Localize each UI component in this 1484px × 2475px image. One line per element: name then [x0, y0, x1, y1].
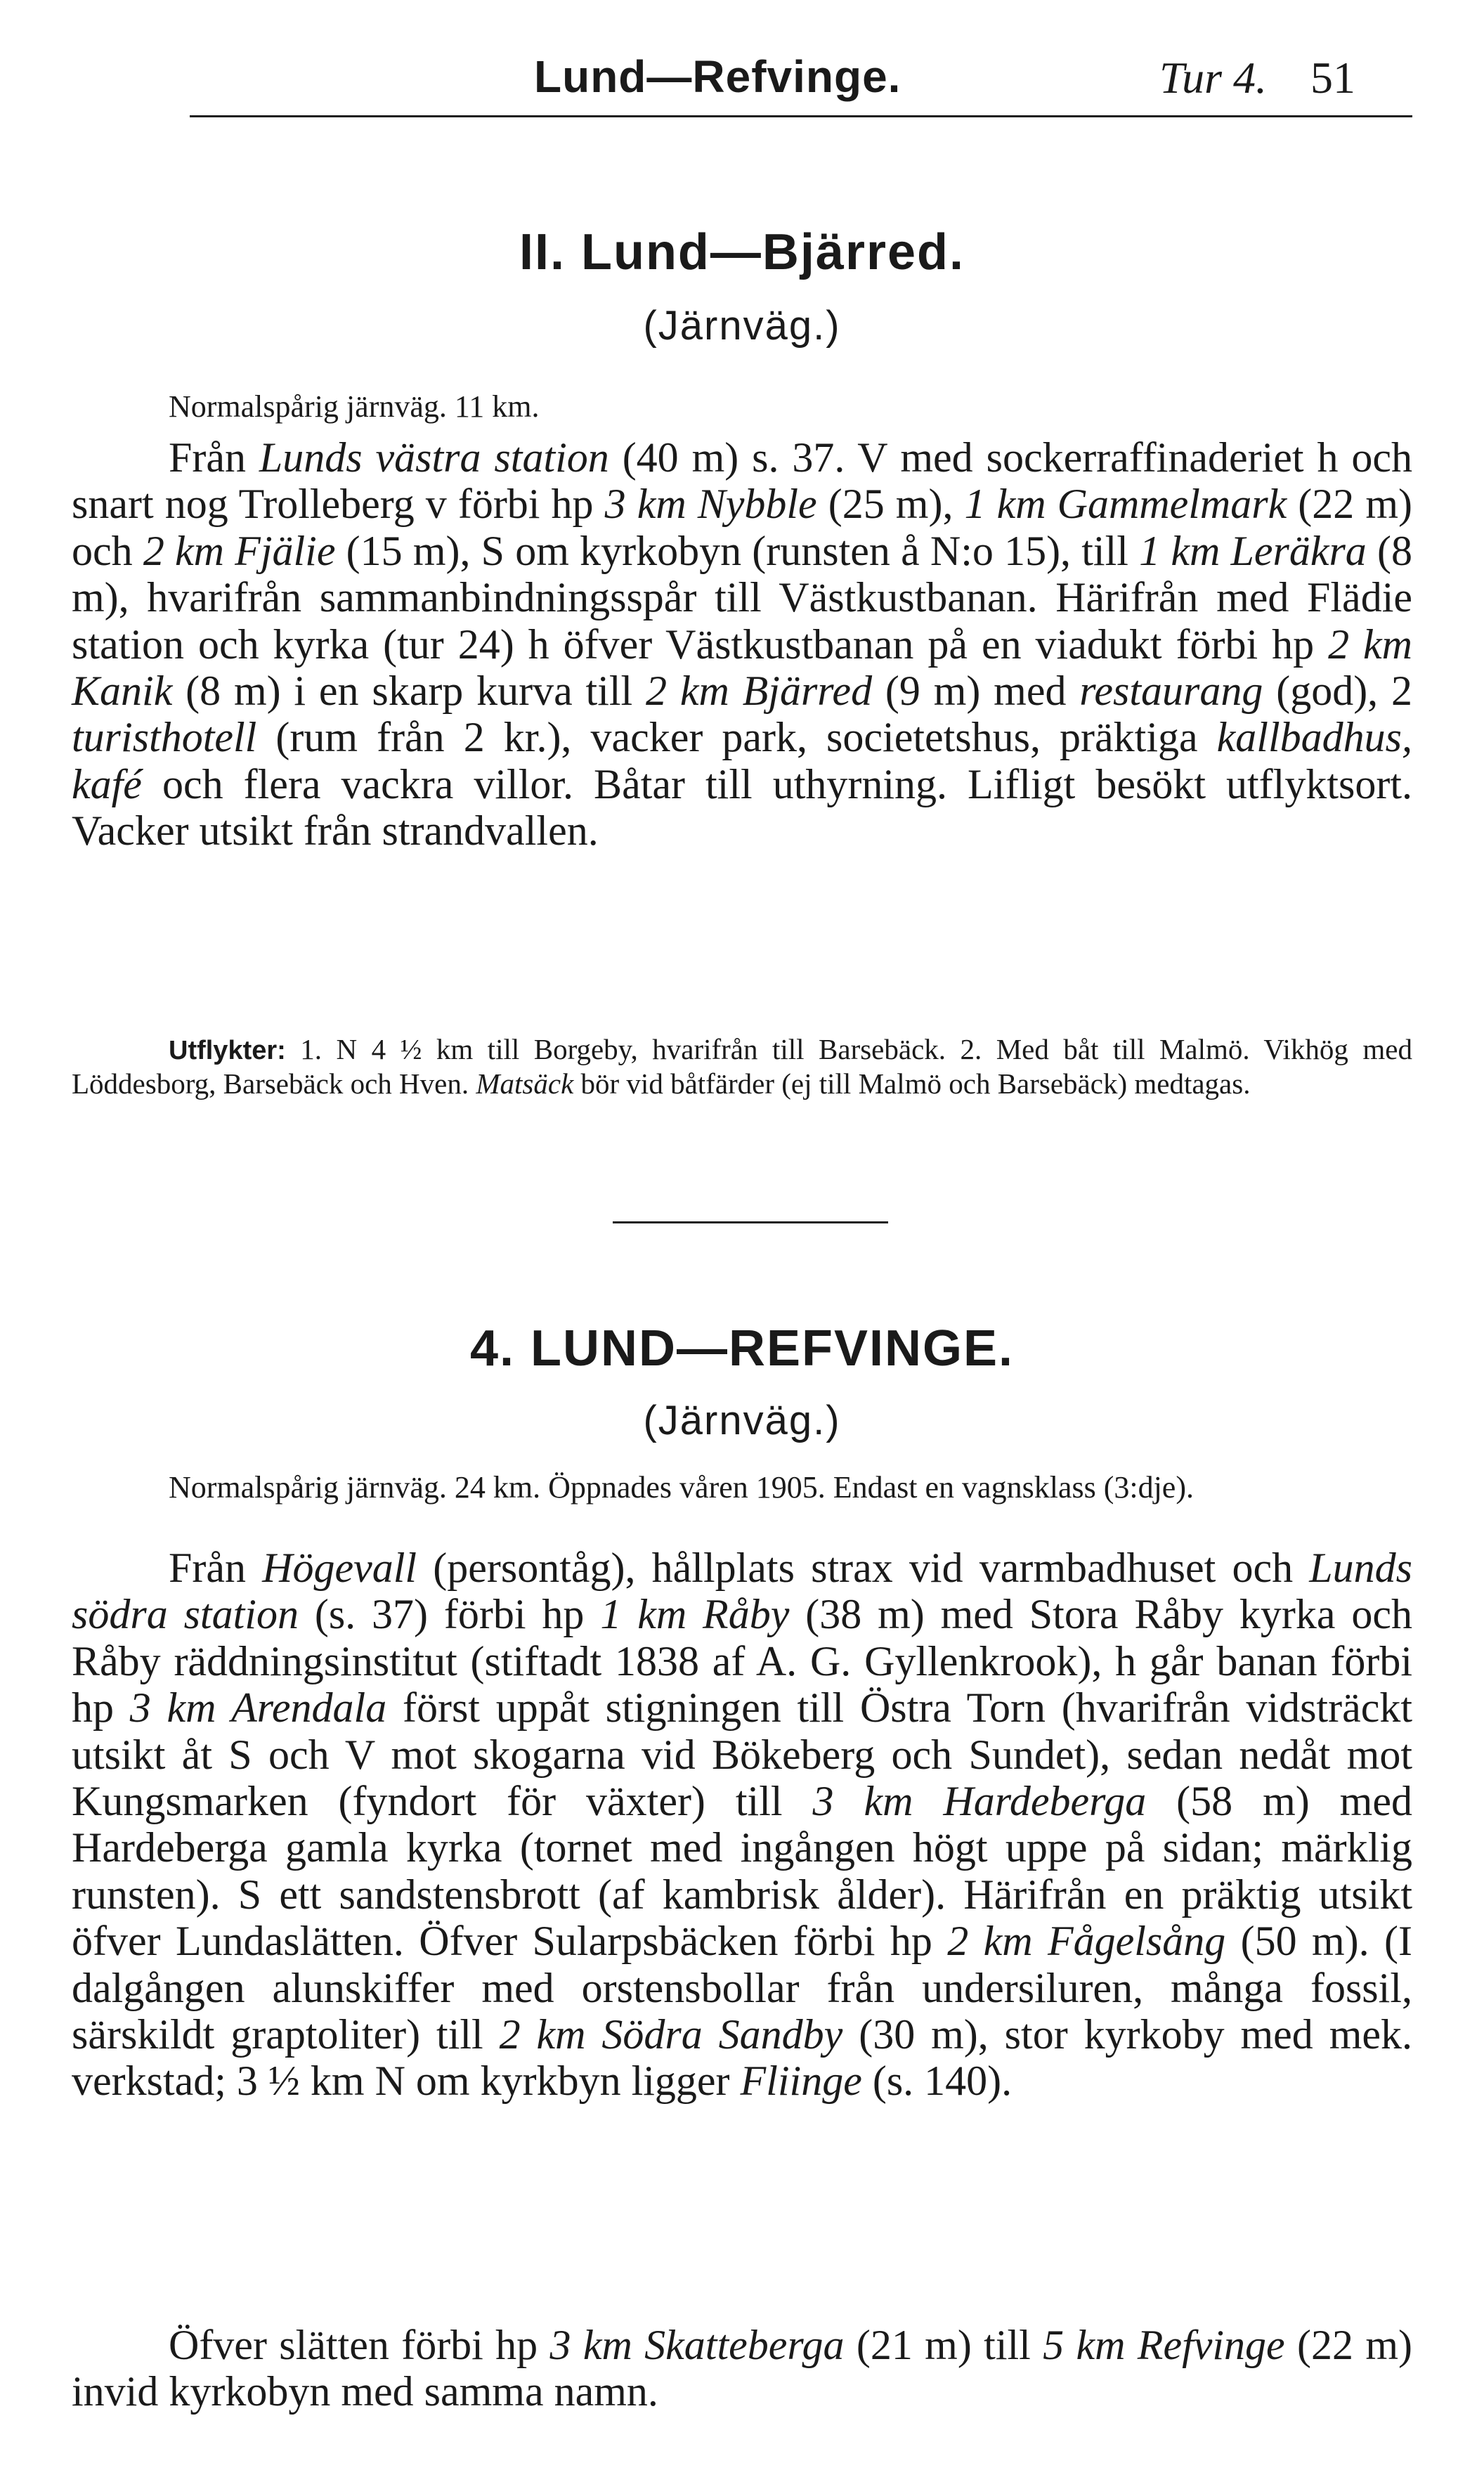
section-heading-lund-refvinge: 4. LUND—REFVINGE. [469, 1320, 1015, 1377]
section-subheading: (Järnväg.) [643, 303, 841, 349]
tour-number: Tur 4. [1159, 53, 1267, 103]
railway-spec: Normalspårig järnväg. 11 km. [169, 389, 540, 424]
section-heading-lund-bjarred: II. Lund—Bjärred. [519, 224, 965, 280]
excursions-text: 1. N 4 ½ km till Borgeby, hvarifrån till Barsebäck. 2. Med båt till Malmö. Vikhög med Löddesborg, Barsebäck och Hven. Matsäck bör vid båtfärder (ej till Malmö och Barsebäck) medtagas. [72, 1033, 1412, 1100]
running-header [169, 51, 1412, 114]
italic-place-name: restaurang [1079, 668, 1263, 715]
section-subheading: (Järnväg.) [643, 1398, 841, 1443]
italic-place-name: 1 km Gammelmark [964, 481, 1287, 528]
route-description-final: Öfver slätten förbi hp 3 km Skatteberga (21 m) till 5 km Refvinge (22 m) invid kyrkobyn med samma namn. [72, 2322, 1412, 2415]
railway-spec: Normalspårig järnväg. 24 km. Öppnades våren 1905. Endast en vagnsklass (3:dje). [169, 1470, 1194, 1505]
italic-place-name: 2 km Fjälie [143, 527, 336, 574]
italic-place-name: Högevall [262, 1545, 417, 1591]
excursions-note [72, 1033, 1412, 1100]
italic-place-name: 3 km Arendala [129, 1684, 387, 1732]
italic-place-name: 3 km Hardeberga [812, 1778, 1147, 1825]
italic-place-name: Matsäck [476, 1067, 574, 1100]
italic-place-name: 2 km Bjärred [646, 668, 873, 715]
italic-place-name: 1 km Råby [600, 1591, 790, 1638]
italic-place-name: Fliinge [740, 2058, 862, 2105]
excursions-label: Utflykter: [169, 1036, 286, 1065]
section-divider [613, 1221, 888, 1223]
italic-place-name: kallbadhus, kafé [72, 714, 1412, 807]
italic-place-name: 3 km Skatteberga [549, 2322, 845, 2368]
route-description: Från Högevall (persontåg), hållplats strax vid varmbadhuset och Lunds södra station (s. 37) förbi hp 1 km Råby (38 m) med Stora Råby kyrka och Råby räddningsinstitut (stiftadt 1838 af A. G. Gyllenkrook), h går banan förbi hp 3 km Arendala först uppåt stigningen till Östra Torn (hvarifrån vidsträckt utsikt åt S och V mot skogarna vid Bökeberg och Sundet), sedan nedåt mot Kungsmarken (fyndort för växter) till 3 km Hardeberga (58 m) med Hardeberga gamla kyrka (tornet med ingången högt uppe på sidan; märklig runsten). S ett sandstensbrott (af kambrisk ålder). Härifrån en präktig utsikt öfver Lundaslätten. Öfver Sularpsbäcken förbi hp 2 km Fågelsång (50 m). (I dalgången alunskiffer med orstensbollar från undersiluren, många fossil, särskildt graptoliter) till 2 km Södra Sandby (30 m), stor kyrkoby med mek. verkstad; 3 ½ km N om kyrkbyn ligger Fliinge (s. 140). [72, 1545, 1413, 2105]
page-number: 51 [1310, 53, 1355, 103]
italic-place-name: turisthotell [72, 714, 257, 761]
italic-place-name: 1 km Leräkra [1139, 527, 1367, 574]
italic-place-name: Lunds västra station [259, 434, 609, 481]
italic-place-name: 3 km Nybble [604, 481, 817, 528]
header-rule [190, 115, 1412, 117]
italic-place-name: 5 km Refvinge [1043, 2322, 1285, 2368]
italic-place-name: 2 km Kanik [72, 621, 1412, 715]
italic-place-name: 2 km Södra Sandby [499, 2011, 843, 2058]
italic-place-name: 2 km Fågelsång [947, 1918, 1226, 1965]
italic-place-name: Lunds södra station [72, 1545, 1412, 1638]
running-title: Lund—Refvinge. [534, 51, 902, 102]
route-description: Från Lunds västra station (40 m) s. 37. V med sockerraffinaderiet h och snart nog Trolleberg v förbi hp 3 km Nybble (25 m), 1 km Gammelmark (22 m) och 2 km Fjälie (15 m), S om kyrkobyn (runsten å N:o 15), till 1 km Leräkra (8 m), hvarifrån sammanbindningsspår till Västkustbanan. Härifrån med Flädie station och kyrka (tur 24) h öfver Västkustbanan på en viadukt förbi hp 2 km Kanik (8 m) i en skarp kurva till 2 km Bjärred (9 m) med restaurang (god), 2 turisthotell (rum från 2 kr.), vacker park, societetshus, präktiga kallbadhus, kafé och flera vackra villor. Båtar till uthyrning. Lifligt besökt utflyktsort. Vacker utsikt från strandvallen. [72, 434, 1413, 855]
